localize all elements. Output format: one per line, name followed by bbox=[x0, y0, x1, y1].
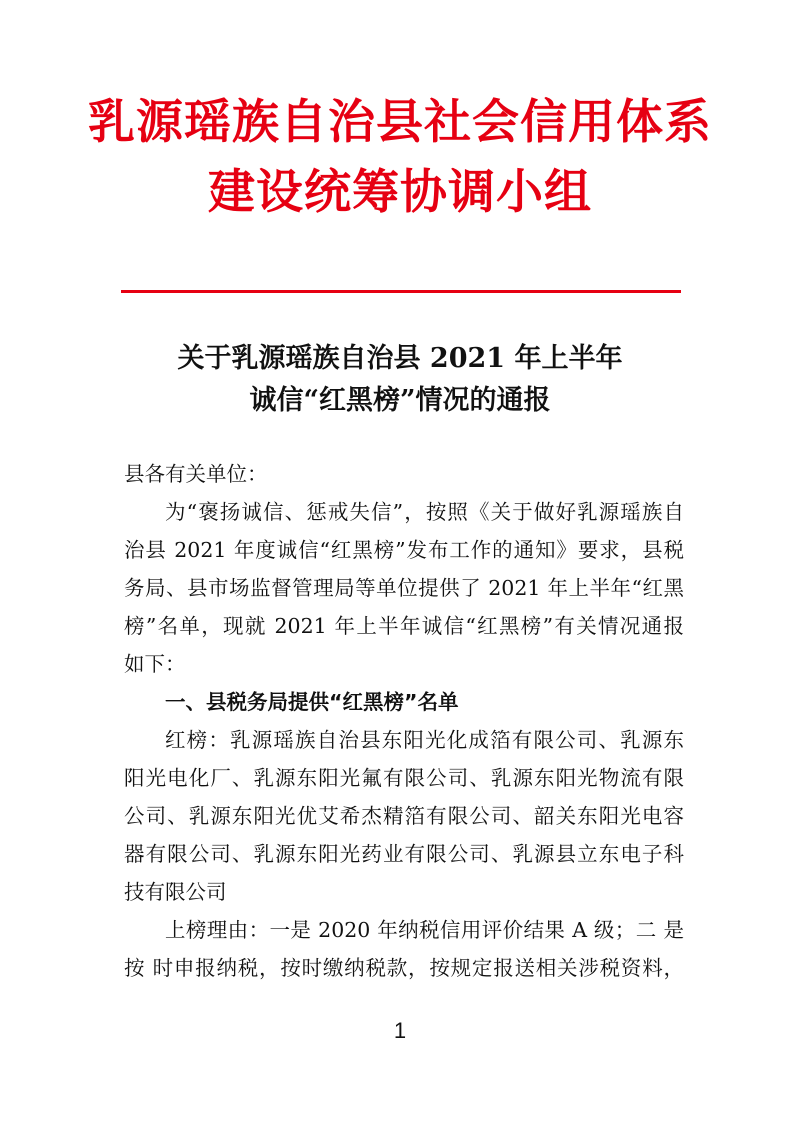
paragraph-1-line: 务局、县市场监督管理局等单位提供了 2021 年上半年“红黑 bbox=[124, 576, 684, 600]
red-list-line: 器有限公司、乳源东阳光药业有限公司、乳源县立东电子科 bbox=[124, 842, 684, 866]
masthead-line-2: 建设统筹协调小组 bbox=[208, 165, 592, 220]
paragraph-1-line: 为“褒扬诚信、惩戒失信”，按照《关于做好乳源瑶族自 bbox=[165, 500, 684, 524]
issuer-masthead bbox=[0, 88, 800, 228]
paragraph-1-line: 如下： bbox=[124, 652, 186, 676]
section-1-heading: 一、县税务局提供“红黑榜”名单 bbox=[165, 690, 459, 714]
paragraph-1-line: 治县 2021 年度诚信“红黑榜”发布工作的通知》要求，县税 bbox=[124, 538, 684, 562]
paragraph-1-line: 榜”名单，现就 2021 年上半年诚信“红黑榜”有关情况通报 bbox=[124, 614, 684, 638]
document-title bbox=[0, 338, 800, 422]
reason-line: 按 时申报纳税，按时缴纳税款，按规定报送相关涉税资料， bbox=[124, 956, 684, 980]
title-line-1: 关于乳源瑶族自治县 2021 年上半年 bbox=[177, 343, 623, 374]
red-list-line: 技有限公司 bbox=[124, 880, 227, 904]
red-list-line: 公司、乳源东阳光优艾希杰精箔有限公司、韶关东阳光电容 bbox=[124, 804, 684, 828]
red-list-line: 红榜：乳源瑶族自治县东阳光化成箔有限公司、乳源东 bbox=[165, 728, 684, 752]
document-body bbox=[124, 455, 684, 987]
reason-line: 上榜理由：一是 2020 年纳税信用评价结果 A 级；二 是 bbox=[165, 918, 684, 942]
red-divider-rule bbox=[121, 290, 681, 293]
red-list-line: 阳光电化厂、乳源东阳光氟有限公司、乳源东阳光物流有限 bbox=[124, 766, 684, 790]
title-line-2: 诚信“红黑榜”情况的通报 bbox=[249, 385, 551, 416]
masthead-line-1: 乳源瑶族自治县社会信用体系 bbox=[88, 95, 712, 150]
salutation: 县各有关单位： bbox=[124, 462, 268, 486]
page-number: 1 bbox=[393, 1018, 407, 1043]
